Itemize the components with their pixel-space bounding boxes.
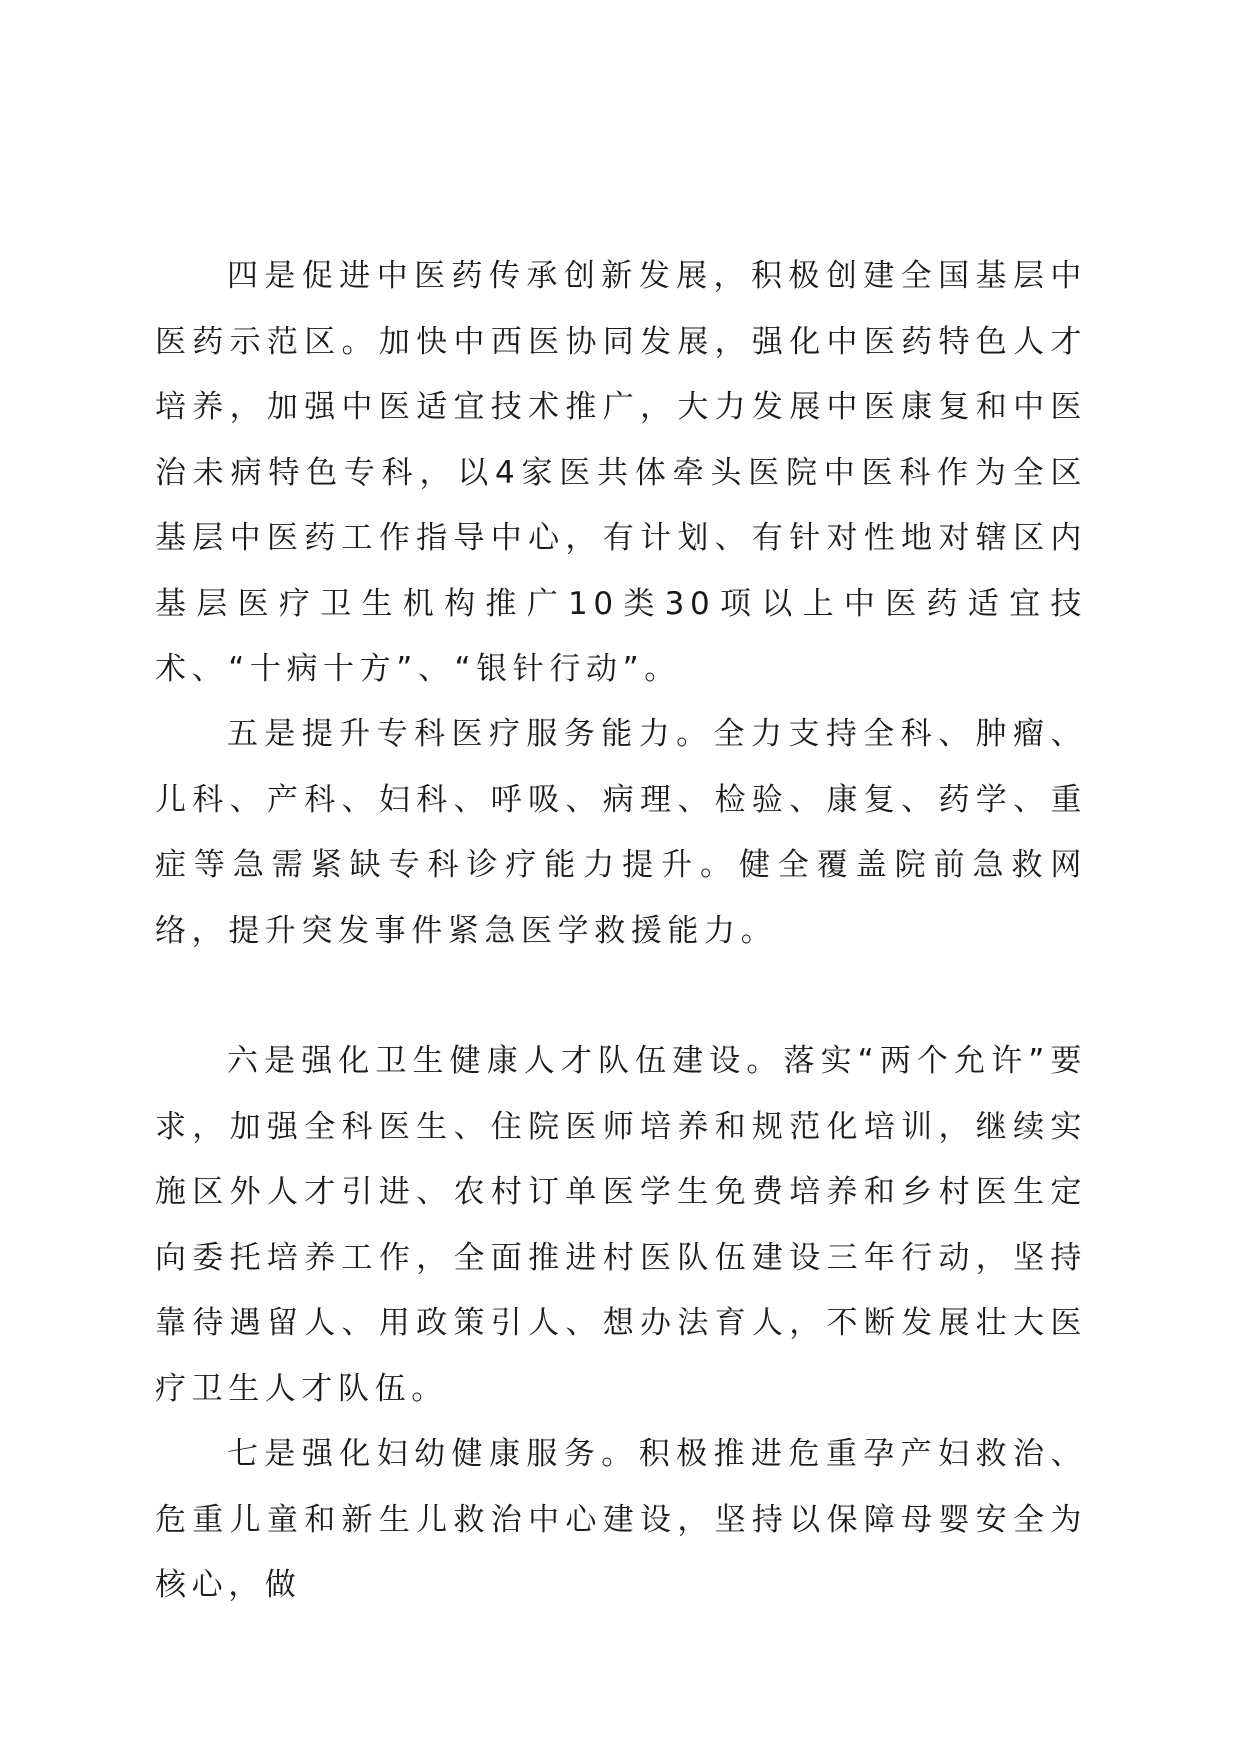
paragraph-talent-team: 六是强化卫生健康人才队伍建设。落实“两个允许”要求，加强全科医生、住院医师培养和规范化培训，继续实施区外人才引进、农村订单医学生免费培养和乡村医生定向委托培养工作，全面推进村医队伍建设三年行动，坚持靠待遇留人、用政策引人、想办法育人，不断发展壮大医疗卫生人才队伍。 xyxy=(155,1043,1087,1407)
paragraph-maternal-child-health: 七是强化妇幼健康服务。积极推进危重孕产妇救治、危重儿童和新生儿救治中心建设，坚持以保障母婴安全为核心，做 xyxy=(155,1436,1087,1603)
paragraph-specialty-services: 五是提升专科医疗服务能力。全力支持全科、肿瘤、儿科、产科、妇科、呼吸、病理、检验、康复、药学、重症等急需紧缺专科诊疗能力提升。健全覆盖院前急救网络，提升突发事件紧急医学救援能力。 xyxy=(155,716,1087,949)
paragraph-tcm-development: 四是促进中医药传承创新发展，积极创建全国基层中医药示范区。加快中西医协同发展，强化中医药特色人才培养，加强中医适宜技术推广，大力发展中医康复和中医治未病特色专科，以4家医共体牵头医院中医科作为全区基层中医药工作指导中心，有计划、有针对性地对辖区内基层医疗卫生机构推广10类30项以上中医药适宜技术、“十病十方”、“银针行动”。 xyxy=(155,258,1087,687)
